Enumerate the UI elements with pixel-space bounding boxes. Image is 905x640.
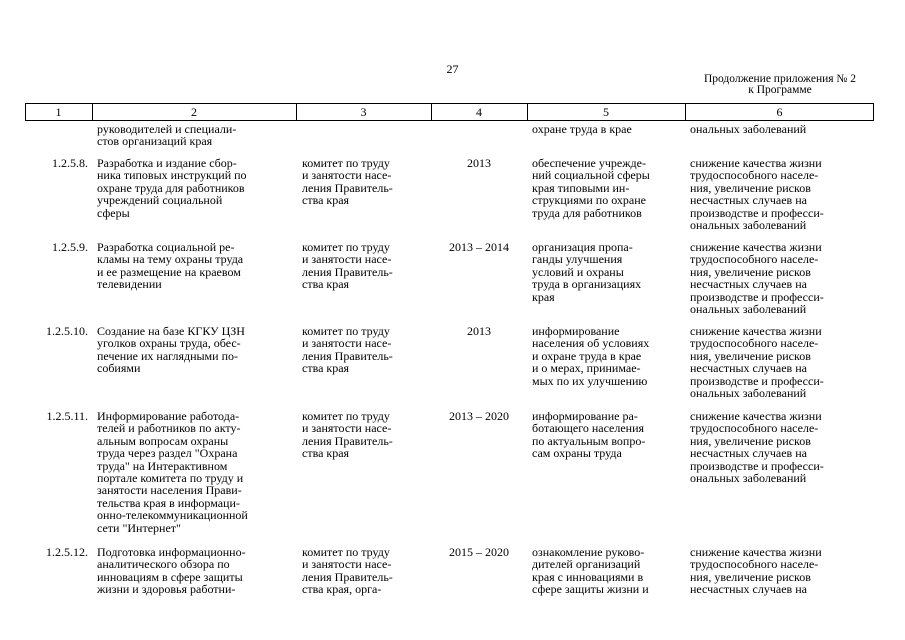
row-executor: комитет по труду и занятости насе- ления Правитель- ства края	[302, 156, 393, 208]
row-period: 2013 – 2014	[449, 240, 509, 254]
row-executor: комитет по труду и занятости насе- ления Правитель- ства края	[302, 409, 393, 461]
row-number: 1.2.5.11.	[46, 409, 88, 423]
continuation-result: охране труда в крае	[532, 122, 632, 136]
row-result: обеспечение учрежде- ний социальной сферы края типовыми ин- струкциями по охране труда для работников	[532, 156, 650, 220]
row-action: Создание на базе КГКУ ЦЗН уголков охраны труда, обес- печение их наглядными по- собиями	[97, 324, 245, 376]
row-action: Разработка и издание сбор- ника типовых инструкций по охране труда для работников учреждений социальной сферы	[97, 156, 247, 220]
header-col-1: 1	[55, 105, 62, 119]
row-number: 1.2.5.12.	[46, 545, 88, 559]
row-action: Разработка социальной ре- кламы на тему охраны труда и ее размещение на краевом телевидении	[97, 240, 244, 292]
appendix-note-line1: Продолжение приложения № 2	[703, 73, 857, 85]
row-result: организация пропа- ганды улучшения условий и охраны труда в организациях края	[532, 240, 642, 304]
row-executor: комитет по труду и занятости насе- ления Правитель- ства края	[302, 324, 393, 376]
header-col-5: 5	[603, 105, 609, 119]
header-col-3: 3	[360, 105, 367, 119]
row-risk: снижение качества жизни трудоспособного населе- ния, увеличение рисков несчастных случаев на	[690, 545, 822, 597]
continuation-action: руководителей и специали- стов организаций края	[97, 122, 237, 149]
row-period: 2013 – 2020	[449, 409, 509, 423]
row-period: 2015 – 2020	[449, 545, 509, 559]
row-action: Подготовка информационно- аналитического обзора по инновациям в сфере защиты жизни и здоровья работни-	[97, 545, 246, 597]
continuation-risk: ональных заболеваний	[690, 122, 807, 136]
header-col-4: 4	[476, 105, 482, 119]
page-number: 27	[446, 62, 459, 76]
appendix-note-line2: к Программе	[748, 84, 812, 96]
header-col-2: 2	[191, 105, 197, 119]
row-executor: комитет по труду и занятости насе- ления Правитель- ства края	[302, 240, 393, 292]
row-period: 2013	[467, 156, 491, 170]
row-risk: снижение качества жизни трудоспособного населе- ния, увеличение рисков несчастных случаев на производстве и професси- ональных заболеваний	[690, 409, 824, 486]
row-risk: снижение качества жизни трудоспособного населе- ния, увеличение рисков несчастных случаев на производстве и професси- ональных заболеваний	[690, 324, 824, 401]
header-col-6: 6	[776, 105, 783, 119]
row-risk: снижение качества жизни трудоспособного населе- ния, увеличение рисков несчастных случаев на производстве и професси- ональных заболеваний	[690, 240, 824, 317]
row-number: 1.2.5.9.	[52, 240, 88, 254]
row-result: ознакомление руково- дителей организаций края с инновациями в сфере защиты жизни и	[532, 545, 649, 597]
appendix-note	[660, 74, 900, 96]
row-executor: комитет по труду и занятости насе- ления Правитель- ства края, орга-	[302, 545, 393, 597]
row-result: информирование населения об условиях и охране труда в крае и о мерах, принимае- мых по их улучшению	[532, 324, 650, 388]
row-result: информирование ра- ботающего населения по актуальным вопро- сам охраны труда	[532, 409, 646, 461]
row-number: 1.2.5.8.	[52, 156, 88, 170]
row-number: 1.2.5.10.	[46, 324, 88, 338]
row-period: 2013	[467, 324, 491, 338]
row-risk: снижение качества жизни трудоспособного населе- ния, увеличение рисков несчастных случаев на производстве и професси- ональных заболеваний	[690, 156, 824, 233]
row-action: Информирование работода- телей и работников по акту- альным вопросам охраны труда через раздел "Охрана труда" на Интерактивном портале комитета по труду и занятости населения Прави- тельства края в информаци- онно-телекоммуникационной сети "Интернет"	[97, 409, 248, 535]
